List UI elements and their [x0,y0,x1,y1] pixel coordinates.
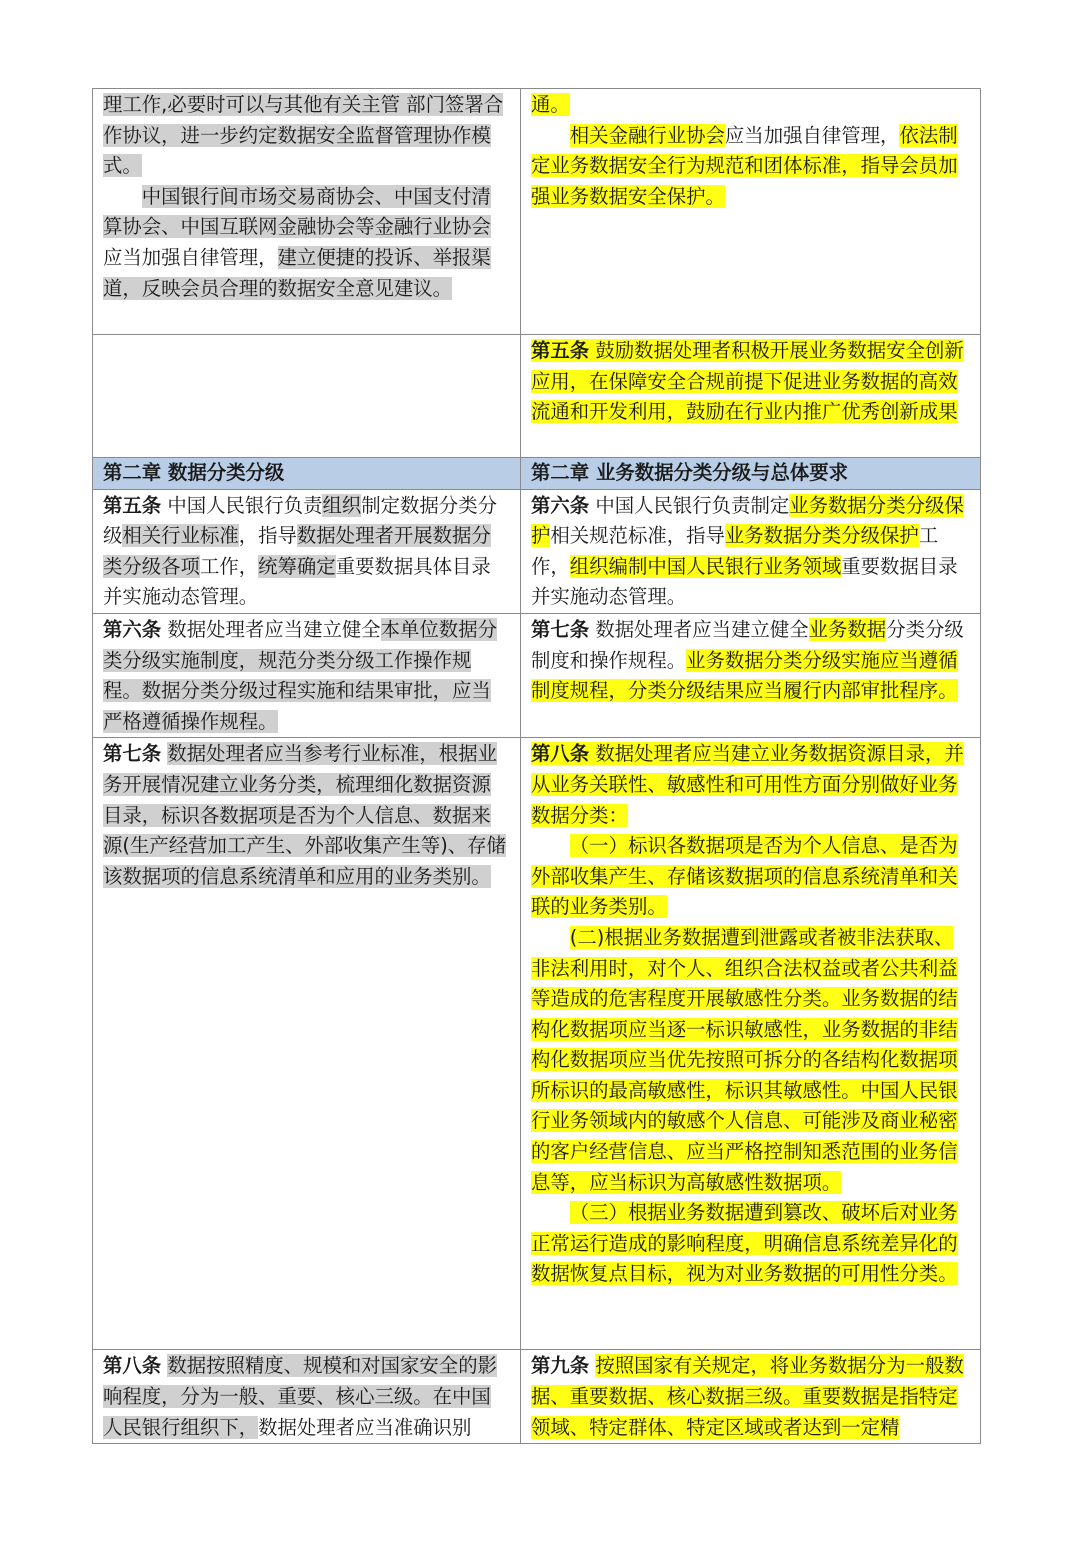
article-label: 第七条 [531,617,590,641]
row4-left-cell [93,489,521,613]
paragraph [103,1351,510,1443]
table-row [93,1350,981,1444]
article-label: 第六条 [531,493,590,517]
highlighted-text: 理工作,必要时可以与其他有关主管 部门签署合作协议，进一步约定数据安全监督管理协作模式。 [103,93,504,178]
highlighted-text: 相关行业标准 [122,524,239,548]
text: 重要数据目录并实施动态管理。 [531,554,958,609]
text: 工作， [531,524,939,578]
paragraph [103,182,510,304]
chapter-header-row [93,458,981,490]
highlighted-text: 通。 [531,93,570,116]
chapter-header-right: 第二章 业务数据分类分级与总体要求 [521,458,981,490]
highlighted-text: 业务数据分类分级保护 [531,493,964,548]
highlighted-text: 依法制定业务数据安全行为规范和团体标准，指导会员加强业务数据安全保护。 [531,123,958,208]
highlighted-text: （一）标识各数据项是否为个人信息、是否为外部收集产生、存储该数据项的信息系统清单和关联的业务类别。 [531,834,958,919]
highlighted-text: 数据按照精度、规模和对国家安全的影响程度，分为一般、重要、核心三级。在中国人民银行组织下， [103,1354,497,1439]
highlighted-text: 中国银行间市场交易商协会、中国支付清算协会、中国互联网金融协会等金融行业协会 [103,184,491,239]
text: 应当加强自律管理， [724,123,900,147]
paragraph [531,739,970,831]
highlighted-text: 本单位数据分类分级实施制度，规范分类分级工作操作规程。数据分类分级过程实施和结果审批，应当严格遵循操作规程。 [103,617,497,733]
row1-right-cell [521,89,981,335]
highlighted-text: 相关金融行业协会 [569,123,725,147]
highlighted-text: 按照国家有关规定，将业务数据分为一般数据、重要数据、核心数据三级。重要数据是指特定领域、特定群体、特定区域或者达到一定精 [531,1354,964,1439]
row5-left-cell [93,613,521,737]
highlighted-text: 鼓励数据处理者积极开展业务数据安全创新应用，在保障安全合规前提下促进业务数据的高效流通和开发利用，鼓励在行业内推广优秀创新成果 [531,339,964,424]
row1-left-cell [93,89,521,335]
highlighted-text: 建立便捷的投诉、举报渠道，反映会员合理的数据安全意见建议。 [103,245,491,300]
paragraph [531,923,970,1198]
row7-right-cell [521,1350,981,1444]
table-row [93,89,981,335]
highlighted-text: (二)根据业务数据遭到泄露或者被非法获取、非法利用时，对个人、组织合法权益或者公共利益等造成的危害程度开展敏感性分类。业务数据的结构化数据项应当逐一标识敏感性，业务数据的非结构化数据项应当优先按照可拆分的各结构化数据项所标识的最高敏感性，标识其敏感性。中国人民银行业务领域内的敏感个人信息、可能涉及商业秘密的客户经营信息、应当严格控制知悉范围的业务信息等，应当标识为高敏感性数据项。 [531,925,958,1194]
row5-right-cell [521,613,981,737]
text: 数据处理者应当准确识别 [258,1415,472,1439]
article-label: 第七条 [103,742,162,766]
paragraph [103,739,510,892]
paragraph [531,90,970,121]
paragraph [103,615,510,737]
paragraph [103,90,510,182]
table-row [93,738,981,1350]
table-row [93,335,981,458]
text: 重要数据具体目录并实施动态管理。 [103,554,491,609]
row7-left-cell [93,1350,521,1444]
highlighted-text: 业务数据分类分级实施应当遵循制度规程，分类分级结果应当履行内部审批程序。 [531,648,958,703]
article-label: 第五条 [103,493,162,517]
paragraph [531,336,970,428]
text: 中国人民银行负责 [161,493,323,517]
paragraph [103,491,510,613]
text: 数据处理者应当建立健全 [161,617,381,641]
text: 数据处理者应当建立健全 [589,617,809,641]
paragraph [531,121,970,213]
highlighted-text: 组织 [322,493,362,517]
highlighted-text: 统筹确定 [258,554,336,578]
paragraph [531,615,970,707]
article-label: 第八条 [103,1354,162,1378]
row2-right-cell [521,335,981,458]
highlighted-text: 组织编制中国人民银行业务领域 [569,554,842,578]
paragraph [531,1351,970,1443]
table-row [93,489,981,613]
row6-left-cell [93,738,521,1350]
text: 中国人民银行负责制定 [589,493,790,517]
text: 制定数据分类分级 [103,493,497,548]
highlighted-text: 业务数据分类分级保护 [724,524,919,548]
article-label: 第九条 [531,1354,590,1378]
highlighted-text: 数据处理者开展数据分类分级各项 [103,524,491,578]
row6-right-cell [521,738,981,1350]
article-label: 第八条 [531,742,590,766]
text: ，指导 [238,524,297,548]
paragraph [531,1198,970,1290]
text: 应当加强自律管理， [103,245,278,269]
highlighted-text: （三）根据业务数据遭到篡改、破坏后对业务正常运行造成的影响程度，明确信息系统差异化的数据恢复点目标，视为对业务数据的可用性分类。 [531,1201,958,1286]
text: 相关规范标准，指导 [550,524,725,548]
comparison-table [92,88,981,1444]
highlighted-text: 数据处理者应当建立业务数据资源目录，并从业务关联性、敏感性和可用性方面分别做好业务数据分类： [531,742,964,827]
highlighted-text: 业务数据 [808,617,887,641]
paragraph [531,831,970,923]
row2-left-cell-empty [93,335,521,458]
text: 分类分级制度和操作规程。 [531,617,964,672]
text: 工作， [199,554,259,578]
article-label: 第五条 [531,339,590,362]
highlighted-text: 数据处理者应当参考行业标准，根据业务开展情况建立业务分类，梳理细化数据资源目录，标识各数据项是否为个人信息、数据来源(生产经营加工产生、外部收集产生等)、存储该数据项的信息系统清单和应用的业务类别。 [103,742,506,888]
row4-right-cell [521,489,981,613]
article-label: 第六条 [103,617,162,641]
table-row [93,613,981,737]
paragraph [531,491,970,613]
chapter-header-left: 第二章 数据分类分级 [93,458,521,490]
